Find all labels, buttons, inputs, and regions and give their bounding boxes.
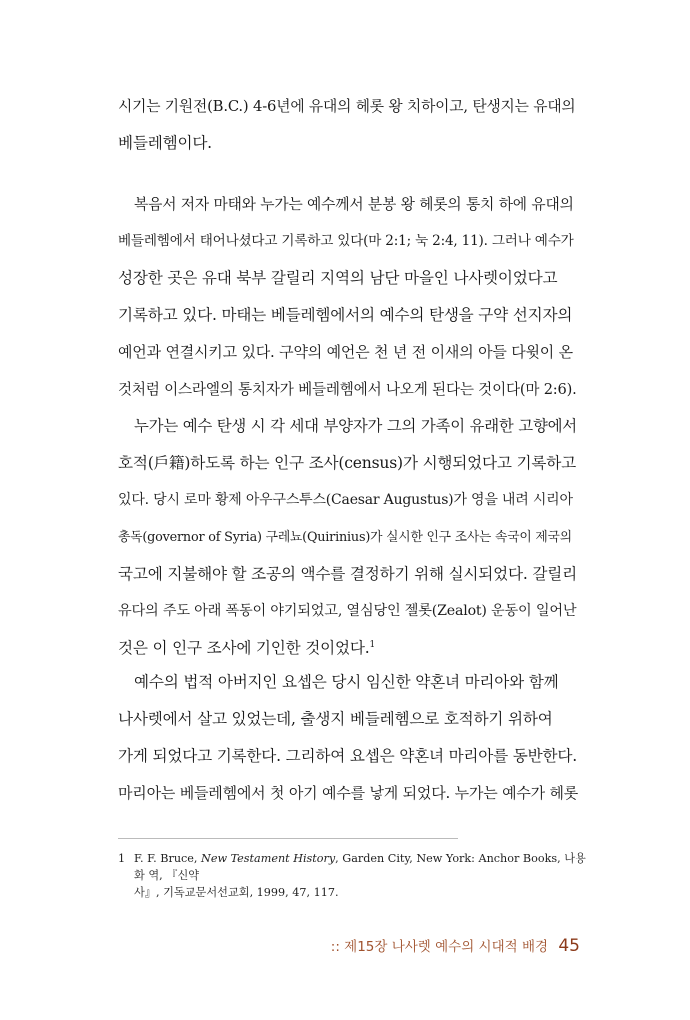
text-line: 유다의 주도 아래 폭동이 야기되었고, 열심당인 젤롯(Zealot) 운동이 일어난 — [118, 603, 577, 619]
paragraph-1 — [118, 88, 578, 162]
text-line: 마리아는 베들레헴에서 첫 아기 예수를 낳게 되었다. 누가는 예수가 헤롯 — [118, 784, 579, 802]
chapter-title: 제15장 나사렛 예수의 시대적 배경 — [344, 939, 549, 955]
paragraph-2 — [118, 186, 578, 408]
text-line: 성장한 곳은 유대 북부 갈릴리 지역의 남단 마을인 나사렛이었다고 — [118, 269, 558, 287]
text-line: 것처럼 이스라엘의 통치자가 베들레헴에서 나오게 된다는 것이다(마 2:6). — [118, 381, 577, 398]
page-number: 45 — [558, 936, 580, 956]
footnote-number: 1 — [118, 852, 126, 865]
running-footer — [331, 934, 580, 958]
text-line — [118, 630, 578, 667]
text-line: 시기는 기원전(B.C.) 4-6년에 유대의 헤롯 왕 치하이고, 탄생지는 유대의 — [118, 98, 576, 115]
text-line: 누가는 예수 탄생 시 각 세대 부양자가 그의 가족이 유래한 고향에서 — [134, 417, 577, 435]
text-line: 베들레헴에서 태어나셨다고 기록하고 있다(마 2:1; 눅 2:4, 11). 그러나 예수가 — [118, 233, 574, 249]
text-line: 베들레헴이다. — [118, 134, 212, 152]
footnote-body — [134, 850, 588, 901]
footnote-translation: 사』, 기독교문서선교회, 1999, 47, 117. — [134, 886, 339, 899]
text-line: 가게 되었다고 기록한다. 그리하여 요셉은 약혼녀 마리아를 동반한다. — [118, 747, 577, 765]
text-line: 예언과 연결시키고 있다. 구약의 예언은 천 년 전 이새의 아들 다윗이 온 — [118, 343, 573, 361]
footnote-book-title: New Testament History — [201, 852, 336, 865]
text-line: 국고에 지불해야 할 조공의 액수를 결정하기 위해 실시되었다. 갈릴리 — [118, 565, 577, 583]
text-line-content: 것은 이 인구 조사에 기인한 것이었다. — [118, 639, 370, 657]
text-line: 기록하고 있다. 마태는 베들레헴에서의 예수의 탄생을 구약 선지자의 — [118, 306, 573, 324]
paragraph-3 — [118, 408, 578, 667]
footnote — [118, 850, 588, 901]
footnote-reference[interactable]: 1 — [369, 639, 376, 650]
text-line: 총독(governor of Syria) 구레뇨(Quirinius)가 실시한 인구 조사는 속국이 제국의 — [118, 530, 572, 545]
text-line: 나사렛에서 살고 있었는데, 출생지 베들레헴으로 호적하기 위하여 — [118, 710, 553, 728]
text-line: 복음서 저자 마태와 누가는 예수께서 분봉 왕 헤롯의 통치 하에 유대의 — [134, 196, 574, 213]
text-line: 호적(戶籍)하도록 하는 인구 조사(census)가 시행되었다고 기록하고 — [118, 454, 576, 472]
footnote-divider — [118, 838, 458, 839]
footer-marker: :: — [330, 939, 340, 955]
footnote-publication: , Garden City, New York: Anchor Books, 나용화 역, 『신약 — [134, 852, 586, 882]
paragraph-4 — [118, 664, 578, 812]
footnote-author: F. F. Bruce, — [134, 852, 202, 865]
text-line: 있다. 당시 로마 황제 아우구스투스(Caesar Augustus)가 영을 내려 시리아 — [118, 492, 573, 508]
text-line: 예수의 법적 아버지인 요셉은 당시 임신한 약혼녀 마리아와 함께 — [134, 673, 559, 691]
